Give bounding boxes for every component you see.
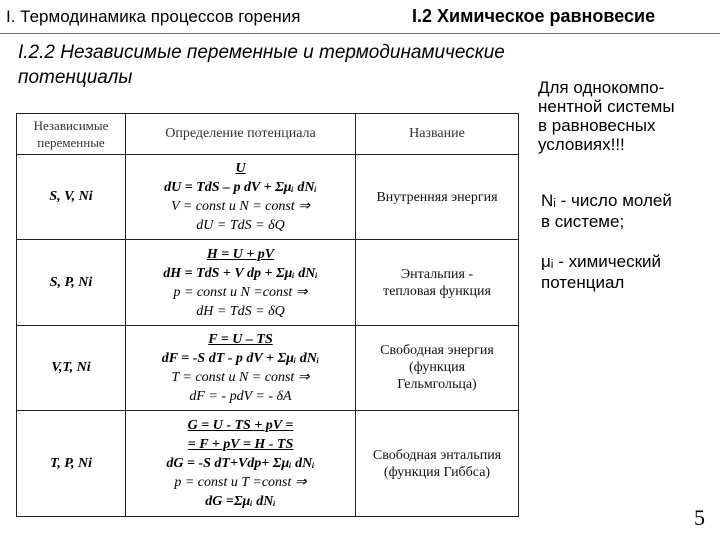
header-divider [0,33,720,34]
row-definition [126,240,356,325]
table-row [17,240,519,325]
side-note-chem-potential: μᵢ - химический потенциал [541,252,661,292]
table-row [17,325,519,410]
differential-formula: dH = TdS + V dp + Σμᵢ dNᵢ [163,265,318,281]
header-name: Название [356,114,519,155]
slide-subtitle: I.2.2 Независимые переменные и термодинамические потенциалы [18,42,505,88]
potential-formula: G = U - TS + pV = [187,418,294,434]
row-variables: S, V, Ni [17,155,126,240]
row-variables: V,T, Ni [17,325,126,410]
side-note-single-component: Для однокомпо- нентной системы в равновесных условиях!!! [538,78,675,154]
row-name: Свободная энергия (функция Гельмгольца) [356,325,519,410]
result-line: dF = - pdV = - δA [189,388,292,404]
header-variables: Независимые переменные [17,114,126,155]
page-number: 5 [694,505,705,530]
condition-line: T = const и N = const ⇒ [171,369,310,385]
row-definition [126,155,356,240]
row-name: Энтальпия - тепловая функция [356,240,519,325]
row-definition [126,411,356,517]
header-definition: Определение потенциала [126,114,356,155]
potentials-table [16,113,519,517]
row-name: Внутренняя энергия [356,155,519,240]
table-row [17,155,519,240]
table-header-row [17,114,519,155]
header-right-title: I.2 Химическое равновесие [412,6,656,26]
condition-line: p = const и N =const ⇒ [173,284,308,300]
table-row [17,411,519,517]
row-variables: S, P, Ni [17,240,126,325]
header-left-title: I. Термодинамика процессов горения [6,7,301,26]
potential-formula: F = U – TS [208,331,273,347]
result-line: dH = TdS = δQ [196,303,285,319]
row-variables: T, P, Ni [17,411,126,517]
result-line: dU = TdS = δQ [196,218,285,234]
potential-formula: H = U + pV [206,246,275,262]
potential-formula: U [235,161,246,177]
condition-line: p = const и T =const ⇒ [174,475,307,491]
differential-formula: dG = -S dT+Vdp+ Σμᵢ dNᵢ [166,456,315,472]
potential-formula-cont: = F + pV = H - TS [187,437,294,453]
row-definition [126,325,356,410]
differential-formula: dF = -S dT - p dV + Σμᵢ dNᵢ [161,350,320,366]
side-note-moles: Nᵢ - число молей в системе; [541,191,672,231]
condition-line: V = const и N = const ⇒ [171,199,310,215]
row-name: Свободная энтальпия (функция Гиббса) [356,411,519,517]
result-line: dG =Σμᵢ dNᵢ [205,494,276,510]
differential-formula: dU = TdS – p dV + Σμᵢ dNᵢ [164,180,317,196]
